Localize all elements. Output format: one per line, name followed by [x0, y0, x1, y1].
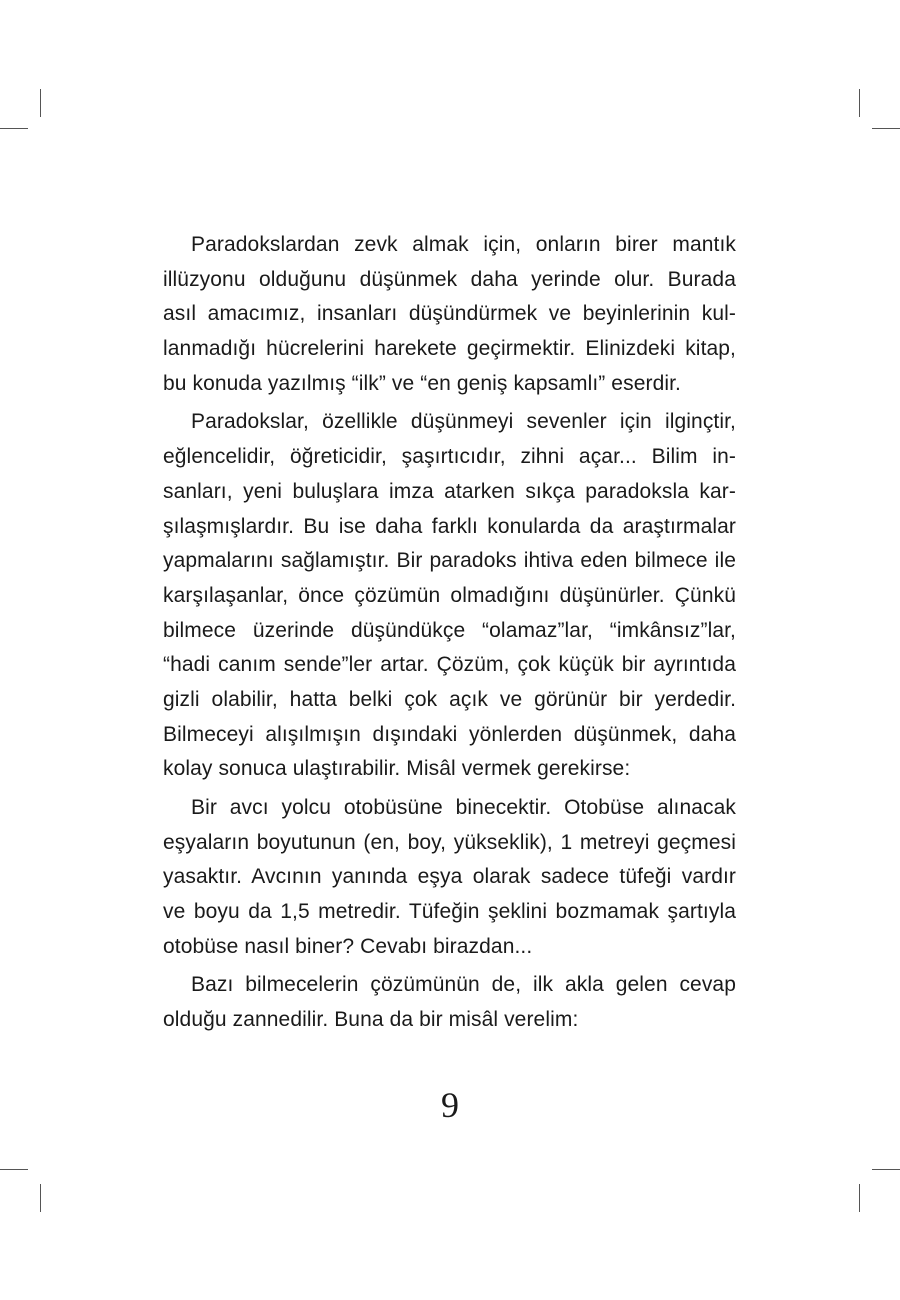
crop-mark-bottom-right-horizontal [872, 1169, 900, 1170]
paragraph-3 [163, 791, 736, 964]
text-line: bilmece üzerinde düşündükçe “olamaz”lar, “imkânsız”lar, [163, 618, 736, 642]
crop-mark-bottom-left-horizontal [0, 1169, 28, 1170]
text-line: kolay sonuca ulaştırabilir. Misâl vermek gerekirse: [163, 757, 631, 781]
text-line: Paradokslardan zevk almak için, onların birer mantık [191, 233, 736, 256]
text-line: karşılaşanlar, önce çözümün olmadığını düşünürler. Çünkü [163, 583, 736, 607]
text-line: Bazı bilmecelerin çözümünün de, ilk akla gelen cevap [191, 973, 736, 997]
page-number: 9 [441, 1085, 459, 1125]
text-line: Bilmeceyi alışılmışın dışındaki yönlerden düşünmek, daha [163, 722, 736, 746]
paragraph-1 [163, 228, 736, 401]
text-line: ve boyu da 1,5 metredir. Tüfeğin şeklini bozmamak şartıyla [163, 900, 736, 924]
text-line: illüzyonu olduğunu düşünmek daha yerinde olur. Burada [163, 267, 736, 291]
text-line: bu konuda yazılmış “ilk” ve “en geniş kapsamlı” eserdir. [163, 371, 681, 395]
crop-mark-top-right-horizontal [872, 128, 900, 129]
paragraph-4 [163, 968, 736, 1037]
paragraph-2 [163, 405, 736, 787]
text-line: şılaşmışlardır. Bu ise daha farklı konularda da araştırmalar [163, 514, 736, 538]
text-line: yapmalarını sağlamıştır. Bir paradoks ihtiva eden bilmece ile [163, 549, 736, 573]
crop-mark-top-left-horizontal [0, 128, 28, 129]
text-line: Paradokslar, özellikle düşünmeyi sevenler için ilginçtir, [191, 410, 736, 434]
crop-mark-top-right-vertical [859, 89, 860, 117]
text-line: olduğu zannedilir. Buna da bir misâl verelim: [163, 1008, 579, 1032]
text-line: Bir avcı yolcu otobüsüne binecektir. Otobüse alınacak [191, 796, 736, 819]
crop-mark-top-left-vertical [40, 89, 41, 117]
text-line: otobüse nasıl biner? Cevabı birazdan... [163, 934, 533, 958]
text-line: lanmadığı hücrelerini harekete geçirmektir. Elinizdeki kitap, [163, 337, 736, 361]
text-line: eşyaların boyutunun (en, boy, yükseklik), 1 metreyi geçmesi [163, 830, 736, 854]
text-line: “hadi canım sende”ler artar. Çözüm, çok küçük bir ayrıntıda [163, 653, 736, 677]
text-line: sanları, yeni buluşlara imza atarken sıkça paradoksla kar- [163, 479, 736, 503]
crop-mark-bottom-left-vertical [40, 1184, 41, 1212]
text-line: yasaktır. Avcının yanında eşya olarak sadece tüfeği vardır [163, 865, 736, 889]
text-line: eğlencelidir, öğreticidir, şaşırtıcıdır, zihni açar... Bilim in- [163, 445, 736, 469]
text-line: gizli olabilir, hatta belki çok açık ve görünür bir yerdedir. [163, 687, 736, 711]
text-line: asıl amacımız, insanları düşündürmek ve beyinlerinin kul- [163, 302, 736, 326]
crop-mark-bottom-right-vertical [859, 1184, 860, 1212]
body-text [163, 228, 736, 1042]
